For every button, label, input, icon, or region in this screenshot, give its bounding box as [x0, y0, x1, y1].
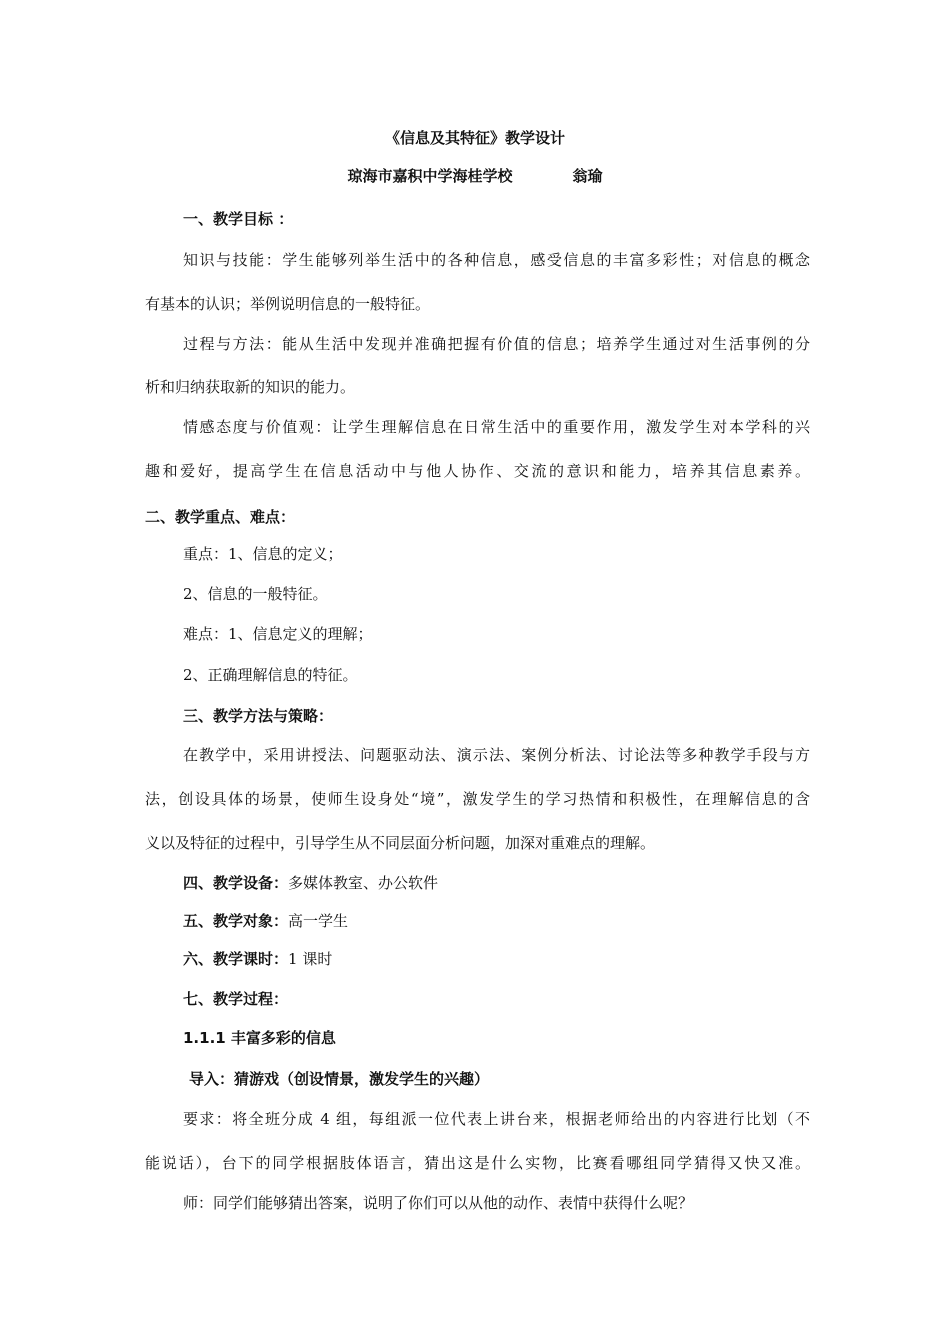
audience-value: 高一学生: [288, 912, 349, 930]
process-paragraph-line-2: 析和归纳获取新的知识的能力。: [145, 378, 356, 396]
process-paragraph-line-1: 过程与方法：能从生活中发现并准确把握有价值的信息；培养学生通过对生活事例的分: [183, 335, 810, 353]
key-point-1: 重点：1、信息的定义；: [183, 545, 343, 563]
teacher-question-line: 师：同学们能够猜出答案，说明了你们可以从他的动作、表情中获得什么呢？: [183, 1194, 694, 1212]
subsection-heading: 1.1.1 丰富多彩的信息: [183, 1029, 336, 1047]
difficult-point-2: 2、正确理解信息的特征。: [183, 666, 358, 684]
equipment-line: [183, 873, 810, 893]
audience-label: 五、教学对象：: [183, 912, 289, 930]
intro-heading: 导入：猜游戏（创设情景，激发学生的兴趣）: [189, 1070, 490, 1088]
key-point-2: 2、信息的一般特征。: [183, 585, 328, 603]
class-hours-value: 1 课时: [288, 950, 333, 968]
emotion-paragraph-line-1: 情感态度与价值观：让学生理解信息在日常生活中的重要作用，激发学生对本学科的兴: [183, 418, 810, 436]
audience-line: [183, 911, 810, 931]
equipment-value: 多媒体教室、办公软件: [288, 874, 439, 892]
knowledge-paragraph-line-2: 有基本的认识；举例说明信息的一般特征。: [145, 295, 431, 313]
requirement-paragraph-line-2: 能说话），台下的同学根据肢体语言，猜出这是什么实物，比赛看哪组同学猜得又快又准。: [145, 1154, 810, 1172]
section-key-points-heading: 二、教学重点、难点：: [145, 508, 296, 526]
section-objectives-heading: 一、教学目标 ：: [183, 210, 294, 228]
document-title: 《信息及其特征》教学设计: [384, 129, 565, 147]
methods-paragraph-line-1: 在教学中，采用讲授法、问题驱动法、演示法、案例分析法、讨论法等多种教学手段与方: [183, 746, 810, 764]
methods-paragraph-line-2: 法，创设具体的场景，使师生设身处“境”，激发学生的学习热情和积极性，在理解信息的含: [145, 790, 810, 808]
requirement-paragraph-line-1: 要求：将全班分成 4 组，每组派一位代表上讲台来，根据老师给出的内容进行比划（不: [183, 1110, 810, 1128]
emotion-paragraph-line-2: 趣和爱好，提高学生在信息活动中与他人协作、交流的意识和能力，培养其信息素养。: [145, 462, 810, 480]
author-line: [0, 166, 950, 186]
author-school: 琼海市嘉积中学海桂学校: [347, 167, 513, 185]
equipment-label: 四、教学设备：: [183, 874, 289, 892]
author-name: 翁瑜: [572, 167, 603, 185]
class-hours-label: 六、教学课时：: [183, 950, 289, 968]
knowledge-paragraph-line-1: 知识与技能：学生能够列举生活中的各种信息，感受信息的丰富多彩性；对信息的概念: [183, 251, 810, 269]
section-process-heading: 七、教学过程：: [183, 990, 289, 1008]
methods-paragraph-line-3: 义以及特征的过程中，引导学生从不同层面分析问题，加深对重难点的理解。: [145, 834, 656, 852]
difficult-point-1: 难点：1、信息定义的理解；: [183, 625, 373, 643]
section-methods-heading: 三、教学方法与策略：: [183, 707, 334, 725]
class-hours-line: [183, 949, 810, 969]
